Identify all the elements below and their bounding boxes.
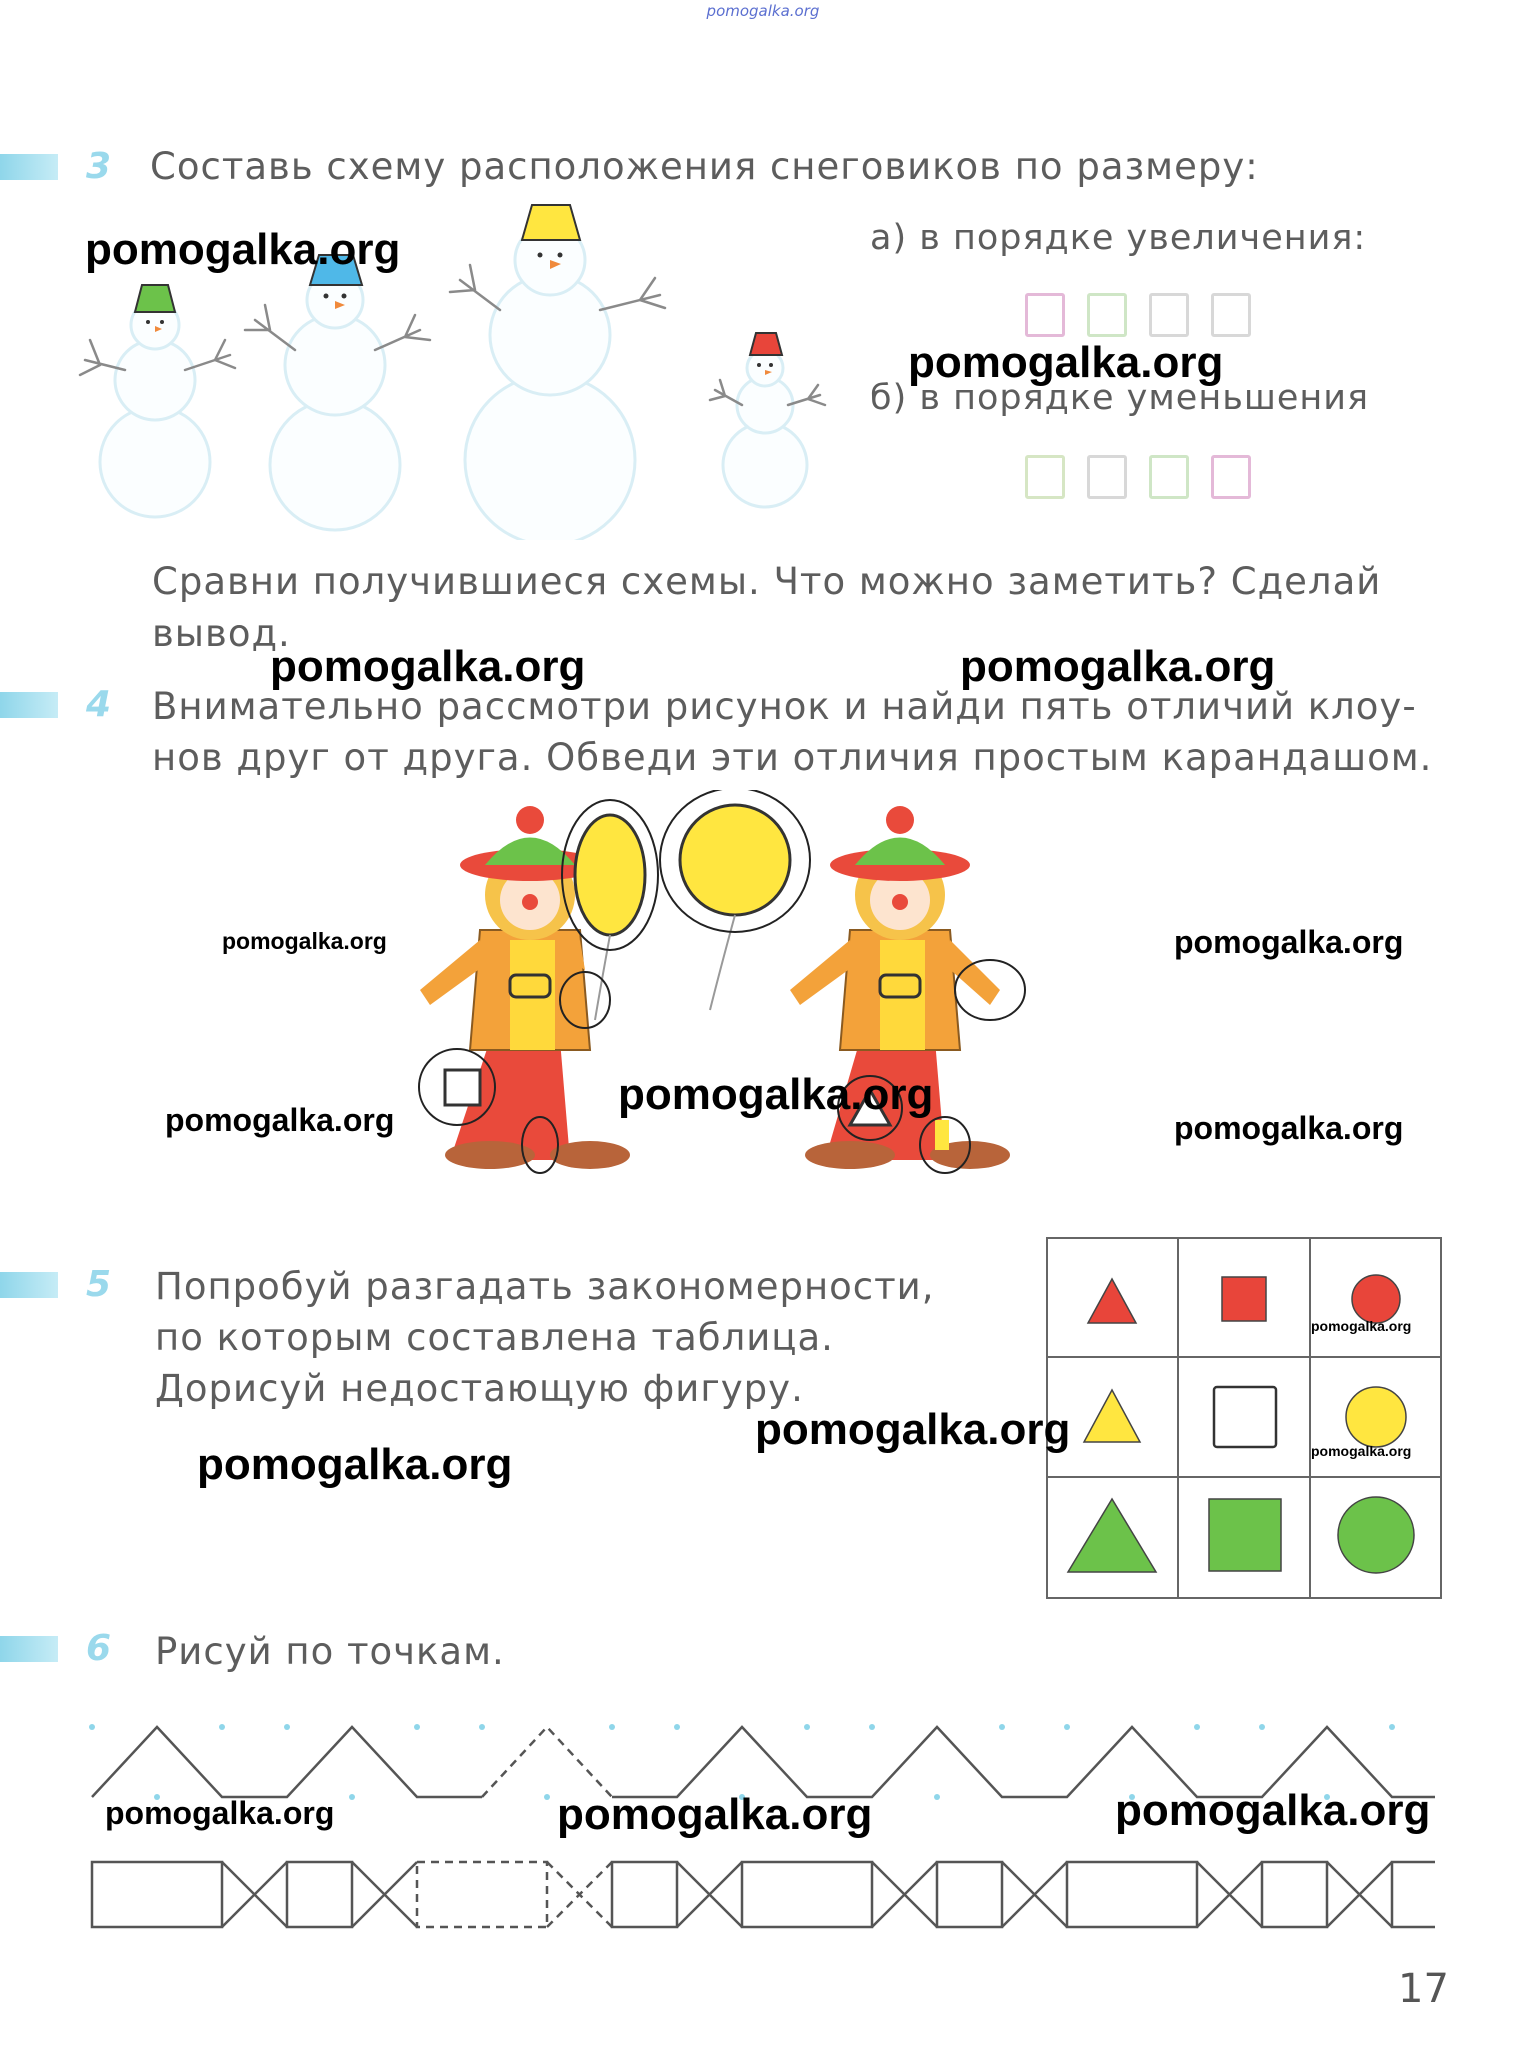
answer-box[interactable] bbox=[1211, 455, 1251, 499]
watermark: pomogalka.org bbox=[222, 928, 387, 954]
snowman-1-middle bbox=[115, 340, 195, 420]
task-4-marker bbox=[0, 692, 58, 718]
watermark: pomogalka.org bbox=[1311, 1318, 1412, 1334]
answer-boxes-b bbox=[1025, 455, 1251, 499]
snowman-3-arm-right bbox=[600, 278, 665, 310]
answer-box[interactable] bbox=[1025, 293, 1065, 337]
answer-box[interactable] bbox=[1211, 293, 1251, 337]
snowman-4-bottom bbox=[723, 423, 807, 507]
circle-green bbox=[1338, 1497, 1414, 1573]
top-site-label: pomogalka.org bbox=[706, 2, 820, 20]
answer-box[interactable] bbox=[1025, 455, 1065, 499]
watermark: pomogalka.org bbox=[557, 1790, 873, 1839]
answer-boxes-a bbox=[1025, 293, 1251, 337]
watermark: pomogalka.org bbox=[618, 1070, 934, 1119]
snowman-3-bottom bbox=[465, 375, 635, 540]
task-4-number: 4 bbox=[86, 684, 112, 725]
snowman-2-middle bbox=[285, 315, 385, 415]
task-3-option-a: а) в порядке увеличения: bbox=[870, 218, 1367, 258]
answer-box[interactable] bbox=[1087, 455, 1127, 499]
task-3-marker bbox=[0, 154, 58, 180]
task-5-number: 5 bbox=[86, 1264, 112, 1305]
bucket-yellow bbox=[522, 205, 580, 240]
watermark: pomogalka.org bbox=[165, 1102, 395, 1138]
answer-box[interactable] bbox=[1087, 293, 1127, 337]
snowman-4-arm-left bbox=[710, 380, 742, 405]
watermark: pomogalka.org bbox=[908, 338, 1224, 387]
watermark: pomogalka.org bbox=[270, 642, 586, 691]
snowman-3-arm-left bbox=[450, 265, 500, 310]
task-6-text: Рисуй по точкам. bbox=[155, 1630, 505, 1673]
task-3-option-b: б) в порядке уменьшения bbox=[870, 378, 1370, 418]
watermark: pomogalka.org bbox=[755, 1405, 1071, 1454]
task-4-line1: Внимательно рассмотри рисунок и найди пять отличий клоу- bbox=[152, 685, 1417, 728]
task-4-line2: нов друг от друга. Обведи эти отличия простым карандашом. bbox=[152, 736, 1433, 779]
watermark: pomogalka.org bbox=[1174, 924, 1404, 960]
watermark: pomogalka.org bbox=[1174, 1110, 1404, 1146]
snowman-2-arm-right bbox=[375, 315, 430, 350]
snowman-2-bottom bbox=[270, 400, 400, 530]
watermark: pomogalka.org bbox=[197, 1440, 513, 1489]
answer-box[interactable] bbox=[1149, 455, 1189, 499]
task-3-text: Составь схему расположения снеговиков по размеру: bbox=[150, 145, 1259, 188]
answer-box[interactable] bbox=[1149, 293, 1189, 337]
task-6-marker bbox=[0, 1636, 58, 1662]
watermark: pomogalka.org bbox=[1115, 1786, 1431, 1835]
task-5-line1: Попробуй разгадать закономерности, bbox=[155, 1265, 935, 1308]
circle-yellow bbox=[1346, 1387, 1406, 1447]
task-3-conclusion-line1: Сравни получившиеся схемы. Что можно заметить? Сделай bbox=[152, 560, 1382, 603]
page-number: 17 bbox=[1398, 1966, 1449, 2012]
watermark: pomogalka.org bbox=[85, 225, 401, 274]
watermark: pomogalka.org bbox=[105, 1795, 335, 1831]
task-3-conclusion-line2: вывод. bbox=[152, 612, 291, 655]
pattern-table bbox=[1046, 1237, 1442, 1599]
task-5-line3: Дорисуй недостающую фигуру. bbox=[155, 1367, 804, 1410]
snowman-2-arm-left bbox=[245, 305, 295, 350]
square-green bbox=[1209, 1499, 1281, 1571]
task-6-number: 6 bbox=[86, 1628, 112, 1669]
square-empty bbox=[1214, 1387, 1276, 1447]
bucket-red bbox=[750, 333, 782, 355]
clowns-illustration bbox=[370, 790, 1170, 1190]
circle-red bbox=[1352, 1275, 1400, 1323]
watermark: pomogalka.org bbox=[1311, 1443, 1412, 1459]
task-5-marker bbox=[0, 1272, 58, 1298]
task-5-line2: по которым составлена таблица. bbox=[155, 1316, 834, 1359]
bucket-green bbox=[135, 285, 175, 312]
snowman-4-arm-right bbox=[788, 385, 825, 405]
watermark: pomogalka.org bbox=[960, 642, 1276, 691]
task-3-number: 3 bbox=[86, 146, 112, 187]
snowman-1-bottom bbox=[100, 407, 210, 517]
square-red bbox=[1222, 1277, 1266, 1321]
